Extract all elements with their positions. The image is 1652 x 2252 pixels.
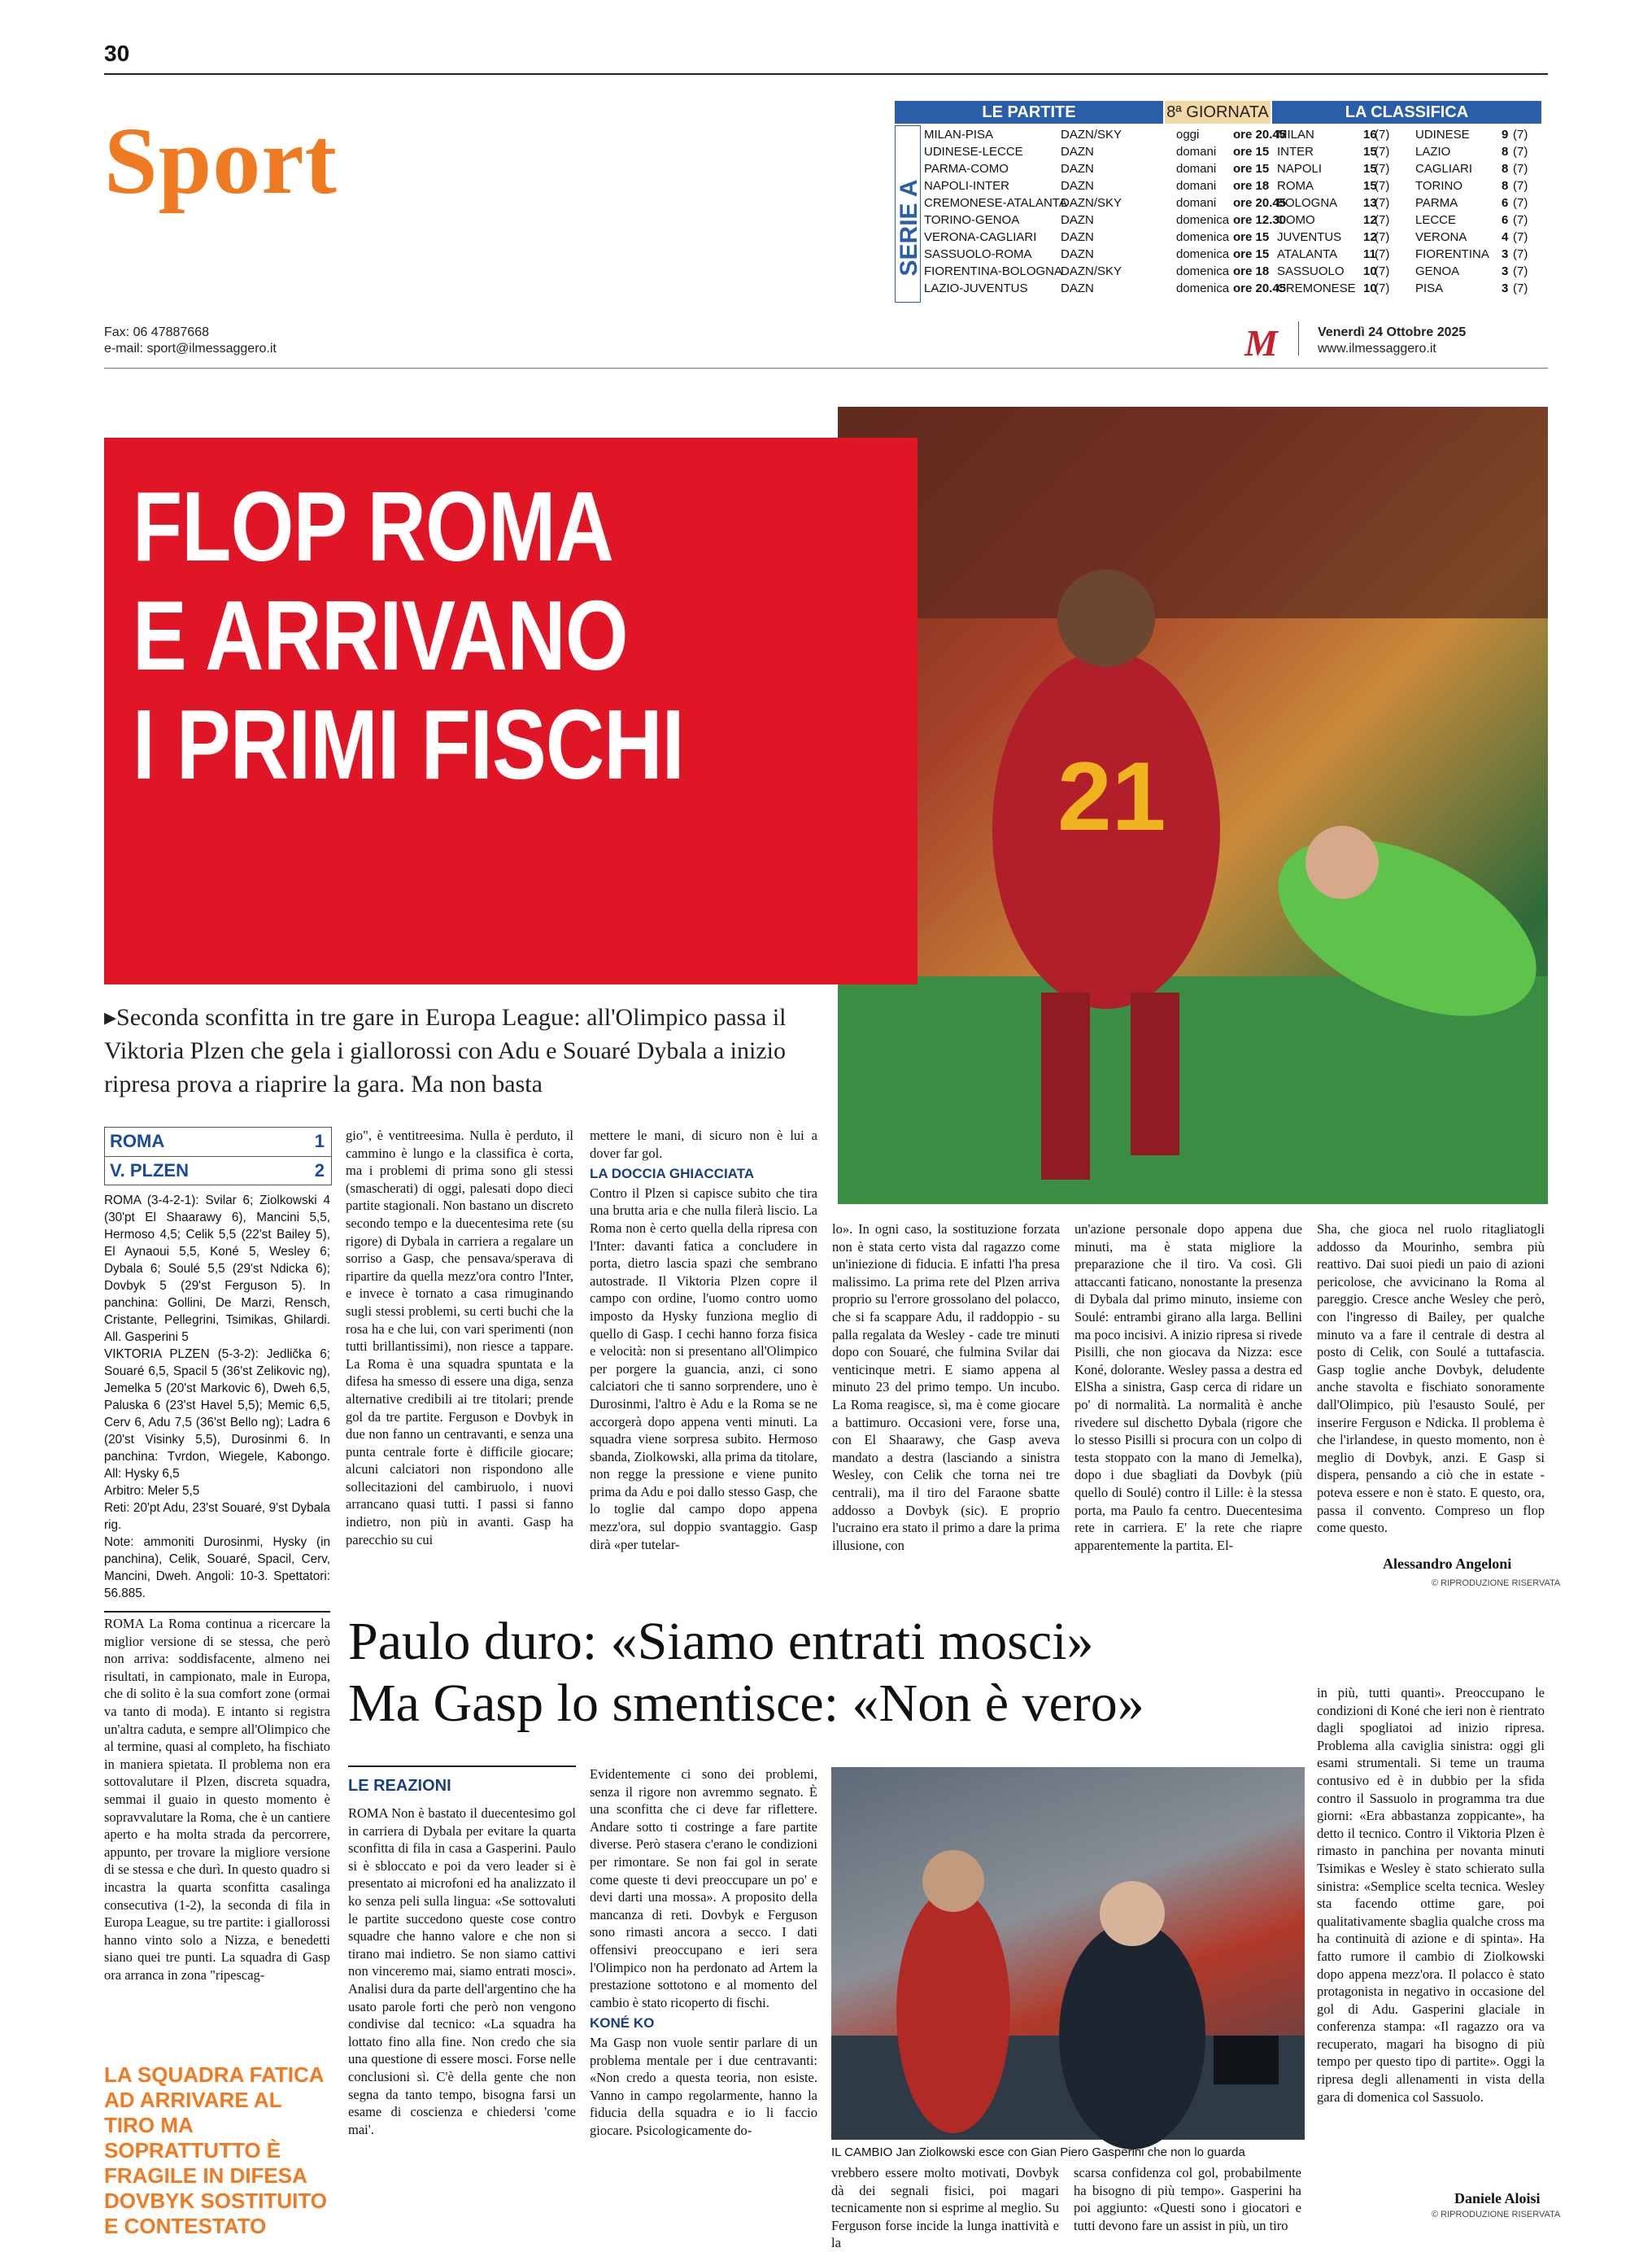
match-time: ore 20.45 xyxy=(1233,128,1287,142)
standings-points: 11 xyxy=(1363,247,1376,261)
photo-caption: IL CAMBIO Jan Ziolkowski esce con Gian Piero Gasperini che non lo guarda xyxy=(831,2145,1245,2159)
score-divider xyxy=(105,1156,331,1157)
standings-points: 3 xyxy=(1502,247,1509,261)
match-time: ore 20.45 xyxy=(1233,282,1287,295)
match-teams: UDINESE-LECCE xyxy=(924,145,1023,159)
match-day: domani xyxy=(1176,162,1217,176)
standings-row xyxy=(1277,144,1403,159)
match-time: ore 18 xyxy=(1233,179,1270,193)
standings-team: CREMONESE xyxy=(1277,282,1356,295)
match-day: domani xyxy=(1176,145,1217,159)
header-rule xyxy=(104,368,1548,369)
standings-games: (7) xyxy=(1513,128,1528,142)
match-day: domenica xyxy=(1176,282,1230,295)
svg-text:21: 21 xyxy=(1057,742,1166,851)
match-row xyxy=(924,212,1287,228)
match-day: oggi xyxy=(1176,128,1200,142)
second-headline-line-1: Paulo duro: «Siamo entrati mosci» xyxy=(348,1612,1094,1671)
standings-row xyxy=(1277,264,1403,279)
standings-points: 10 xyxy=(1363,282,1377,295)
article2-col4: scarsa confidenza col gol, probabilmente ha bisogno di più tempo». Gasperini ha poi aggiunto: «Questi sono i giocatori e tutti devono fare un assist in più, un tiro xyxy=(1074,2165,1301,2233)
headline-box xyxy=(104,438,918,984)
goals: Reti: 20'pt Adu, 23'st Souaré, 9'st Dybala rig. xyxy=(104,1501,330,1532)
headline-line-3: I PRIMI FISCHI xyxy=(133,689,684,800)
match-tv: DAZN xyxy=(1061,282,1094,295)
standings-team: COMO xyxy=(1277,213,1315,227)
match-time: ore 15 xyxy=(1233,162,1270,176)
match-teams: PARMA-COMO xyxy=(924,162,1009,176)
standings-row xyxy=(1277,178,1403,194)
article2-col1: ROMA Non è bastato il duecentesimo gol in carriera di Dybala per evitare la quarta sconfitta di fila in casa a Gasperini. Paulo si è sbloccato e poi da vero leader si è presentato ai microfoni ed ha analizzato il ko senza peli sulla lingua: «Se sottovaluti le partite succedono queste cose contro squadre che hanno valore e che non si tirano mai indietro. Se non siamo cattivi non vinceremo mai, siamo entrati mosci». Analisi dura da parte dell'argentino che ha usato parole forti che però non vengono condivise dal tecnico: «La squadra ha lottato fino alla fine. Non credo che sia una questione di essere mosci. Forse nelle conclusioni sì. C'è della gente che non segna da tanto tempo, bisogna farsi un esame di coscienza e chiedersi 'come mai'. xyxy=(348,1805,576,2137)
standings-row xyxy=(1277,229,1403,245)
article2-col5: in più, tutti quanti». Preoccupano le condizioni di Koné che ieri non è rientrato dagli spogliatoi ad inizio ripresa. Problema alla caviglia sinistra: oggi gli esami strumentali. Si teme un trauma contusivo ed è in dubbio per la sfida contro il Sassuolo in programma tra due giorni: «Era abbastanza zoppicante», ha detto il tecnico. Contro il Viktoria Plzen è rimasto in panchina per novanta minuti Tsimikas e Wesley è stato schierato sulla sinistra: «Semplice scelta tecnica. Wesley sta facendo ottime gare, poi qualitativamente sbaglia qualche cross ma ha continuità di azione e di spinta». Ha fatto rumore il cambio di Ziolkowski dopo appena mezz'ora. Il polacco è stato protagonista in negativo in occasione del gol di Adu. Gasperini glaciale in conferenza stampa: «Il ragazzo ora va recuperato, magari ha bisogno di più tempo per questo tipo di partite». Oggi la ripresa degli allenamenti in vista della gara di domenica col Sassuolo. xyxy=(1317,1685,1545,2105)
round-header: 8ª GIORNATA xyxy=(1165,101,1271,124)
standings-team: BOLOGNA xyxy=(1277,196,1338,210)
notes: Note: ammoniti Durosinmi, Hysky (in panchina), Celik, Souaré, Spacil, Cerv, Mancini, Dweh. Angoli: 10-3. Spettatori: 56.885. xyxy=(104,1535,330,1600)
standings-team: NAPOLI xyxy=(1277,162,1323,176)
photo2-illustration xyxy=(831,1767,1305,2140)
match-tv: DAZN/SKY xyxy=(1061,264,1122,278)
standings-team: GENOA xyxy=(1415,264,1460,278)
article1-col6: Sha, che gioca nel ruolo ritagliatogli addosso da Mourinho, sembra più reattivo. Dai suoi piedi un paio di azioni pericolose, che avvicinano la Roma al pareggio. Cresce anche Wesley che però, con l'ingresso di Bailey, per qualche minuto va a fare il centrale di destra al posto di Celik, con Soulé a tuttafascia. Gasp toglie anche Dovbyk, deludente anche stavolta e fischiato sonoramente dall'Olimpico, più l'esausto Soulé, per inserire Ferguson e Ndicka. Il problema è che l'irlandese, in questo momento, non è meglio di Dovbyk, anzi. E Gasp si dispera, pensando a ciò che in estate - poteva essere e non è stato. E questo, ora, passa il convento. Compreso un flop come questo. xyxy=(1317,1221,1545,1536)
match-row xyxy=(924,281,1287,296)
standings-points: 9 xyxy=(1502,128,1509,142)
match-tv: DAZN/SKY xyxy=(1061,128,1122,142)
standings-row xyxy=(1415,264,1541,279)
kicker-kone: KONÉ KO xyxy=(590,2015,655,2032)
article2-col2 xyxy=(590,1765,817,2139)
standings-games: (7) xyxy=(1375,213,1390,227)
article2-col2-text-a: Evidentemente ci sono dei problemi, senza il rigore non avremmo segnato. È una sconfitta che ci deve far riflettere. Andare sotto ti costringe a fare partite diverse. Però stasera c'erano le condizioni per rimontare. Se non fai gol in serate come queste ti devi preoccupare un po' e devi darti una mossa». A proposito della mancanza di reti. Dovbyk e Ferguson sono rimasti ancora a secco. I dati offensivi preoccupano e ieri sera l'Olimpico non ha perdonato ad Artem la prestazione sottotono e al momento del cambio è stato ricoperto di fischi. xyxy=(590,1766,817,2010)
match-row xyxy=(924,264,1274,279)
standings-games: (7) xyxy=(1513,247,1528,261)
main-headline xyxy=(133,472,933,799)
standings-points: 12 xyxy=(1363,230,1377,244)
standings-points: 8 xyxy=(1502,145,1509,159)
logo-divider xyxy=(1298,321,1299,356)
author-angeloni: Alessandro Angeloni xyxy=(1383,1556,1512,1572)
copyright-1: © RIPRODUZIONE RISERVATA xyxy=(1432,1578,1561,1588)
standings-points: 3 xyxy=(1502,264,1509,278)
standings-row xyxy=(1277,247,1403,262)
article2-col2-text-b: Ma Gasp non vuole sentir parlare di un problema mentale per i due centravanti: «Non credo a questa teoria, non esiste. Vanno in campo regolarmente, hanno la fiducia della squadra e io li faccio giocare. Psicologicamente do- xyxy=(590,2034,817,2138)
reactions-rule xyxy=(348,1765,576,1767)
standings-team: VERONA xyxy=(1415,230,1467,244)
standings-team: PISA xyxy=(1415,282,1444,295)
standings-team: INTER xyxy=(1277,145,1314,159)
lineups-rule xyxy=(104,1611,330,1613)
standings-points: 15 xyxy=(1363,162,1377,176)
standings-points: 12 xyxy=(1363,213,1377,227)
standings-games: (7) xyxy=(1513,282,1528,295)
article1-col3-text-a: mettere le mani, di sicuro non è lui a dover far gol. xyxy=(590,1128,817,1161)
away-score: 2 xyxy=(314,1160,325,1181)
page-number: 30 xyxy=(104,41,130,66)
article2-col3: vrebbero essere molto motivati, Dovbyk dà dei segnali fisici, poi magari tecnicamente non si esprime al meglio. Su Ferguson forse incide la lunga inattività e la xyxy=(831,2165,1059,2251)
match-day: domenica xyxy=(1176,213,1230,227)
standings-games: (7) xyxy=(1375,162,1390,176)
match-tv: DAZN xyxy=(1061,145,1094,159)
match-time: ore 20.45 xyxy=(1233,196,1287,210)
match-row xyxy=(924,144,1274,159)
article1-col4: lo». In ogni caso, la sostituzione forzata non è stata certo vista dal ragazzo come un'iniezione di fiducia. E infatti l'ha presa malissimo. La prima rete del Plzen arriva proprio su l'errore grossolano del polacco, che si fa scappare Adu, il raddoppio - su palla regalata da Wesley - cade tre minuti dopo con Souaré, che fulmina Svilar dai venticinque metri. E siamo appena al minuto 23 del primo tempo. Un incubo. La Roma reagisce, sì, ma è come giocare a battimuro. Occasioni vere, forse una, con El Shaarawy, che Gasp aveva mandato a destra (lasciando a sinistra Wesley, con Celik che torna nei tre centrali), ma il tiro del Faraone sbatte addosso a Dovbyk (sic). E proprio l'ucraino era stato il primo a dare la prima illusione, con xyxy=(832,1221,1060,1553)
home-team: ROMA xyxy=(110,1131,165,1151)
copyright-2: © RIPRODUZIONE RISERVATA xyxy=(1432,2210,1561,2219)
photo-illustration xyxy=(838,407,1548,1204)
standings-points: 16 xyxy=(1363,128,1377,142)
standings-team: JUVENTUS xyxy=(1277,230,1342,244)
standings-points: 15 xyxy=(1363,145,1377,159)
referee: Arbitro: Meler 5,5 xyxy=(104,1484,200,1498)
standings-team: UDINESE xyxy=(1415,128,1470,142)
match-row xyxy=(924,161,1274,177)
article1-col3-text-b: Contro il Plzen si capisce subito che tira una brutta aria e che nulla filerà liscio. La Roma non è certo quella della ripresa con l'Inter: davanti fatica a concludere in porta, dietro lascia spazi che sembrano autostrade. Il Viktoria Plzen copre il campo con ordine, l'uomo contro uomo imposto da Hysky funziona meglio di quello di Gasp. I cechi hanno forza fisica e velocità: non si presentano all'Olimpico per porgere la guancia, anzi, ci sono calciatori che ti sanno sorprendere, uno è Durosinmi, l'altro è Adu e la Roma se ne accorgerà dopo appena venti minuti. La squadra viene sorpresa subito. Hermoso sbanda, Ziolkowski, alla prima da titolare, non regge la pressione e viene punito prima da Adu e poi dallo stesso Gasp, che lo toglie dal campo dopo appena mezz'ora, sul doppio svantaggio. Gasp dirà «per tutelar- xyxy=(590,1185,817,1552)
standings-games: (7) xyxy=(1375,179,1390,193)
match-teams: CREMONESE-ATALANTA xyxy=(924,196,1067,210)
standings-games: (7) xyxy=(1513,145,1528,159)
match-tv: DAZN xyxy=(1061,230,1094,244)
match-tv: DAZN xyxy=(1061,213,1094,227)
match-time: ore 15 xyxy=(1233,230,1270,244)
standings-row xyxy=(1415,281,1541,296)
standings-games: (7) xyxy=(1513,196,1528,210)
section-title: Sport xyxy=(104,107,338,214)
standings-row xyxy=(1415,212,1541,228)
fax: Fax: 06 47887668 xyxy=(104,325,209,339)
standings-points: 15 xyxy=(1363,179,1377,193)
match-tv: DAZN xyxy=(1061,247,1094,261)
author-aloisi: Daniele Aloisi xyxy=(1454,2190,1541,2206)
standings-team: CAGLIARI xyxy=(1415,162,1473,176)
standings-team: ATALANTA xyxy=(1277,247,1338,261)
match-day: domenica xyxy=(1176,247,1230,261)
issue-date: Venerdì 24 Ottobre 2025 xyxy=(1318,325,1467,339)
subheadline: ▸Seconda sconfitta in tre gare in Europa League: all'Olimpico passa il Viktoria Plzen che gela i giallorossi con Adu e Souaré Dybala a inizio ripresa prova a riaprire la gara. Ma non basta xyxy=(104,1004,787,1098)
standings-games: (7) xyxy=(1375,264,1390,278)
kicker-doccia: LA DOCCIA GHIACCIATA xyxy=(590,1166,755,1182)
standings-row xyxy=(1415,247,1541,262)
match-time: ore 18 xyxy=(1233,264,1270,278)
score-box xyxy=(104,1127,332,1185)
standings-games: (7) xyxy=(1375,128,1390,142)
match-teams: MILAN-PISA xyxy=(924,128,994,142)
callout: LA SQUADRA FATICA AD ARRIVARE AL TIRO MA SOPRATTUTTO È FRAGILE IN DIFESA DOVBYK SOSTITUITO E CONTESTATO xyxy=(104,2062,327,2238)
match-teams: TORINO-GENOA xyxy=(924,213,1020,227)
lineups xyxy=(104,1192,330,1602)
standings-row xyxy=(1415,229,1541,245)
match-teams: FIORENTINA-BOLOGNA xyxy=(924,264,1063,278)
standings-games: (7) xyxy=(1375,145,1390,159)
standings-row xyxy=(1277,281,1403,296)
standings-team: TORINO xyxy=(1415,179,1463,193)
top-rule xyxy=(104,73,1548,75)
headline-line-1: FLOP ROMA xyxy=(133,471,614,582)
photo-dybala-penalty xyxy=(838,407,1548,1204)
standings-row xyxy=(1415,144,1541,159)
kicker-reazioni: LE REAZIONI xyxy=(348,1777,451,1795)
home-score: 1 xyxy=(314,1131,325,1151)
standings-row xyxy=(1415,127,1541,142)
standings-games: (7) xyxy=(1513,230,1528,244)
standings-team: ROMA xyxy=(1277,179,1314,193)
match-day: domenica xyxy=(1176,230,1230,244)
match-row xyxy=(924,195,1287,211)
away-team: V. PLZEN xyxy=(110,1160,189,1181)
match-row xyxy=(924,229,1274,245)
match-teams: VERONA-CAGLIARI xyxy=(924,230,1037,244)
standings-points: 8 xyxy=(1502,162,1509,176)
standings-team: FIORENTINA xyxy=(1415,247,1489,261)
match-time: ore 12.30 xyxy=(1233,213,1287,227)
email: e-mail: sport@ilmessaggero.it xyxy=(104,342,277,356)
standings-header: LA CLASSIFICA xyxy=(1272,101,1541,124)
standings-points: 8 xyxy=(1502,179,1509,193)
match-tv: DAZN xyxy=(1061,162,1094,176)
match-tv: DAZN xyxy=(1061,179,1094,193)
league-label: SERIE A xyxy=(896,179,922,277)
standings-games: (7) xyxy=(1375,196,1390,210)
match-teams: NAPOLI-INTER xyxy=(924,179,1010,193)
article1-col1: ROMA La Roma continua a ricercare la miglior versione di se stessa, che però non arriva: soddisfacente, almeno nei risultati, in campionato, male in Europa, che di solito è la sua comfort zone (ormai va tanto di moda). E intanto si registra un'altra caduta, e sempre all'Olimpico che al termine, quasi al completo, ha fischiato in maniera spietata. Il problema non era sottovalutare il Plzen, discreta squadra, semmai il guaio in questo momento è sopravvalutare la Roma, che è un cantiere aperto e ha molta strada da percorrere, appunto, per trovare la migliore versione di se stessa e che durì. In questo quadro si incastra la quarta sconfitta casalinga consecutiva (1-2), la seconda di fila in Europa League, su tre partite: i giallorossi hanno vinto solo a Nizza, e benedetti siano quei tre punti. La squadra di Gasp ora arranca in zona "ripescag- xyxy=(104,1616,330,1983)
standings-points: 10 xyxy=(1363,264,1377,278)
newspaper-logo: M xyxy=(1244,322,1278,364)
standings-team: PARMA xyxy=(1415,196,1458,210)
match-time: ore 15 xyxy=(1233,247,1270,261)
standings-games: (7) xyxy=(1375,230,1390,244)
standings-team: LAZIO xyxy=(1415,145,1451,159)
match-day: domenica xyxy=(1176,264,1230,278)
standings-games: (7) xyxy=(1513,162,1528,176)
match-teams: SASSUOLO-ROMA xyxy=(924,247,1032,261)
website: www.ilmessaggero.it xyxy=(1318,342,1436,356)
match-time: ore 15 xyxy=(1233,145,1270,159)
serie-a-panel xyxy=(895,101,1541,301)
standings-points: 6 xyxy=(1502,213,1509,227)
matches-header: LE PARTITE xyxy=(895,101,1163,124)
league-label-box xyxy=(895,125,921,303)
article1-col5: un'azione personale dopo appena due minuti, ma è stata migliore la preparazione che il tiro. Va così. Gli attaccanti faticano, nonostante la presenza di Dybala dal primo minuto, insieme con Soulé: entrambi girano alla larga. Bellini ma poco incisivi. A inizio ripresa si rivede Pisilli, che non giocava da Nizza: esce Koné, dolorante. Wesley passa a destra ed ElSha a sinistra, Gasp cerca di ridare un po' di normalità. La normalità è anche rivedere sul dischetto Dybala (rigore che lo stesso Pisilli si procura con un colpo di testa stoppato con la mano di Jemelka), dopo i due sbagliati da Dovbyk (più quello di Soulé) contro il Lille: è la stessa porta, ma Paulo fa centro. Duecentesima rete in carriera. E' la rete che riapre apparentemente la partita. El- xyxy=(1074,1221,1302,1553)
standings-games: (7) xyxy=(1375,282,1390,295)
standings-row xyxy=(1415,178,1541,194)
match-day: domani xyxy=(1176,196,1217,210)
standings-row xyxy=(1277,127,1403,142)
standings-points: 13 xyxy=(1363,196,1377,210)
second-headline xyxy=(348,1611,1324,1735)
standings-points: 6 xyxy=(1502,196,1509,210)
standings-games: (7) xyxy=(1513,264,1528,278)
standings-team: SASSUOLO xyxy=(1277,264,1345,278)
second-headline-line-2: Ma Gasp lo smentisce: «Non è vero» xyxy=(348,1674,1144,1733)
match-tv: DAZN/SKY xyxy=(1061,196,1122,210)
match-row xyxy=(924,247,1274,262)
match-row xyxy=(924,178,1274,194)
standings-games: (7) xyxy=(1513,213,1528,227)
article1-col2: gio", è ventitreesima. Nulla è perduto, il cammino è lungo e la classifica è corta, ma i problemi di prima sono gli stessi (smascherati) di oggi, palesati dopo dieci partite stagionali. Non bastano un discreto secondo tempo e la duecentesima rete (su rigore) di Dybala in carriera a regalare un sorriso a Gasp, che pensava/sperava di ripartire da quella mezz'ora contro l'Inter, e invece è tornato a casa rimuginando sugli stessi problemi, su certi buchi che la rosa ha e che lui, con vari sperimenti (non tutti brillantissimi), non riesce a tappare. La Roma è una squadra spuntata e la difesa ha smesso di essere una diga, senza alternative credibili ai tre titolari; prende gol da tre partite. Ferguson e Dovbyk in due non fanno un centravanti, e senza una punta centrale forte è difficile giocare; alcuni calciatori non rispondono alle sollecitazioni del cambiruolo, i nuovi arrancano quasi tutti. I passi si fanno indietro, non più in avanti. Gasp ha parecchio su cui xyxy=(346,1128,573,1547)
standings-row xyxy=(1415,161,1541,177)
photo-ziolkowski-gasperini xyxy=(831,1767,1305,2140)
lineup-roma: ROMA (3-4-2-1): Svilar 6; Ziolkowski 4 (30'pt El Shaarawy 6), Mancini 5,5, Hermoso 4,5; Celik 5,5 (22'st Bailey 5), El Aynaoui 5,5, Koné 5, Wesley 6; Dybala 6; Soulé 5,5 (29'st Ndicka 6); Dovbyk 5 (29'st Ferguson 5). In panchina: Gollini, De Marzi, Rensch, Cristante, Pellegrini, Tsimikas, Ghilardi. All. Gasperini 5 xyxy=(104,1194,330,1344)
article1-col3 xyxy=(590,1127,817,1553)
match-row xyxy=(924,127,1287,142)
standings-team: LECCE xyxy=(1415,213,1457,227)
standings-points: 4 xyxy=(1502,230,1509,244)
standings-points: 3 xyxy=(1502,282,1509,295)
lineup-plzen: VIKTORIA PLZEN (5-3-2): Jedlička 6; Souaré 6,5, Spacil 5 (36'st Zelikovic ng), Jemelka 5 (20'st Markovic 6), Dweh 6,5, Paluska 6 (23'st Havel 5,5); Memic 6,5, Cerv 6, Adu 7,5 (36'st Bello ng); Ladra 6 (20'st Visinky 5,5), Durosinmi 6. In panchina: Tvrdon, Wiegele, Kabongo. All: Hysky 6,5 xyxy=(104,1347,330,1481)
headline-line-2: E ARRIVANO xyxy=(133,580,628,691)
standings-games: (7) xyxy=(1375,247,1390,261)
standings-games: (7) xyxy=(1513,179,1528,193)
standings-row xyxy=(1277,195,1403,211)
match-teams: LAZIO-JUVENTUS xyxy=(924,282,1028,295)
standings-team: MILAN xyxy=(1277,128,1314,142)
standings-row xyxy=(1415,195,1541,211)
standings-row xyxy=(1277,212,1403,228)
match-day: domani xyxy=(1176,179,1217,193)
standings-row xyxy=(1277,161,1403,177)
